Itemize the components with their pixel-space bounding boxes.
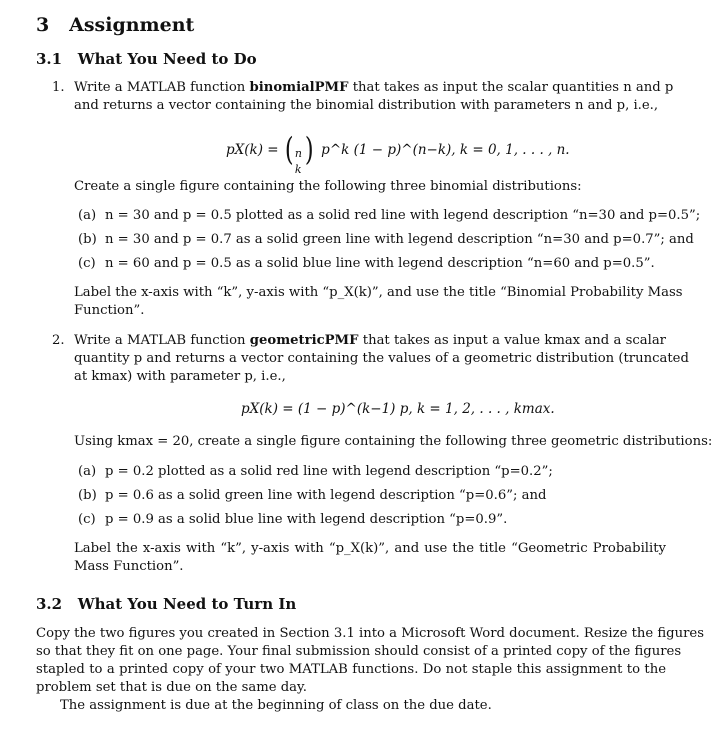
list-marker: 1.: [52, 80, 65, 95]
subitem-text: n = 60 and p = 0.5 as a solid blue line with legend description “n=60 and p=0.5”.: [105, 256, 655, 271]
text-line: and returns a vector containing the binomial distribution with parameters n and p, i.e.,: [74, 98, 659, 113]
subitem-marker: (a): [78, 464, 97, 479]
subsection-number: 3.1: [36, 50, 63, 68]
subitem-text: p = 0.9 as a solid blue line with legend description “p=0.9”.: [105, 512, 508, 527]
geometric-equation: pX(k) = (1 − p)^(k−1) p, k = 1, 2, . . . , kmax.: [241, 401, 555, 417]
subitem-text: p = 0.6 as a solid green line with legend description “p=0.6”; and: [105, 488, 547, 503]
text-line: Write a MATLAB function geometricPMF that takes as input a value kmax and a scalar: [74, 333, 666, 348]
subitem-text: p = 0.2 plotted as a solid red line with legend description “p=0.2”;: [105, 464, 553, 479]
section-title: Assignment: [69, 14, 195, 36]
subitem-text: n = 30 and p = 0.7 as a solid green line with legend description “n=30 and p=0.7”; and: [105, 232, 694, 247]
subitem-text: n = 30 and p = 0.5 plotted as a solid red line with legend description “n=30 and p=0.5”;: [105, 208, 701, 223]
subsection-heading-2: [36, 595, 296, 613]
due-date-note: The assignment is due at the beginning of class on the due date.: [60, 698, 492, 713]
list-marker: 2.: [52, 333, 65, 348]
text-line: so that they fit on one page. Your final submission should consist of a printed copy of the figures: [36, 644, 682, 659]
subitem-marker: (a): [78, 208, 97, 223]
subitem-marker: (b): [78, 488, 97, 503]
text-line: Function”.: [74, 303, 145, 318]
binomial-coefficient: ( n k ): [284, 129, 314, 176]
text-line: Mass Function”.: [74, 559, 184, 574]
text-line: stapled to a printed copy of your two MATLAB functions. Do not staple this assignment to the: [36, 662, 666, 677]
subitem-marker: (b): [78, 232, 97, 247]
text-line: Label the x-axis with “k”, y-axis with “p_X(k)”, and use the title “Binomial Probability Mass: [74, 285, 683, 300]
item2-intro: [74, 332, 689, 386]
section-heading: [36, 14, 194, 36]
item2-using-line: Using kmax = 20, create a single figure containing the following three geometric distributions:: [74, 434, 713, 449]
equation-lhs: pX(k) =: [226, 142, 279, 158]
subsection-number: 3.2: [36, 595, 63, 613]
item1-create-line: Create a single figure containing the following three binomial distributions:: [74, 179, 582, 194]
turnin-paragraph: [36, 625, 704, 697]
subitem-marker: (c): [78, 256, 96, 271]
text-line: at kmax) with parameter p, i.e.,: [74, 369, 286, 384]
item1-intro: [74, 79, 674, 115]
function-name: geometricPMF: [249, 333, 359, 348]
section-number: 3: [36, 14, 50, 36]
text-line: Copy the two figures you created in Section 3.1 into a Microsoft Word document. Resize the figures: [36, 626, 704, 641]
item1-label-instructions: [74, 284, 683, 320]
text-line: Label the x-axis with “k”, y-axis with “p_X(k)”, and use the title “Geometric Probability: [74, 541, 666, 556]
item2-label-instructions: [74, 540, 666, 576]
binomial-equation: [226, 129, 570, 176]
subsection-title: What You Need to Turn In: [77, 595, 297, 613]
equation-rhs: p^k (1 − p)^(n−k), k = 0, 1, . . . , n.: [321, 142, 570, 158]
subsection-heading-1: [36, 50, 257, 68]
text-line: Write a MATLAB function binomialPMF that takes as input the scalar quantities n and p: [74, 80, 674, 95]
text-line: problem set that is due on the same day.: [36, 680, 307, 695]
subsection-title: What You Need to Do: [77, 50, 257, 68]
subitem-marker: (c): [78, 512, 96, 527]
function-name: binomialPMF: [249, 80, 349, 95]
text-line: quantity p and returns a vector containing the values of a geometric distribution (truncated: [74, 351, 689, 366]
